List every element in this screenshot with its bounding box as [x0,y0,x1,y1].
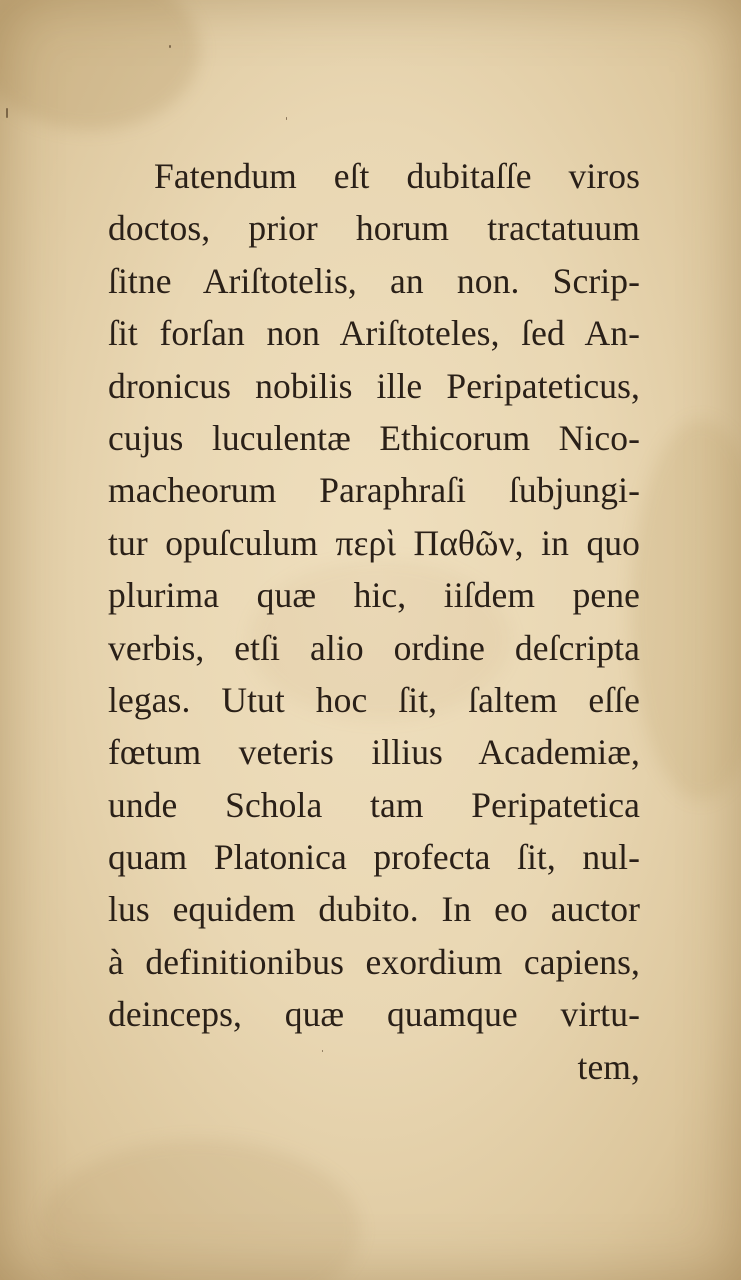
text-line: à definitionibus exordium capiens, [108,941,640,982]
text-line: ſit forſan non Ariſtoteles, ſed An- [108,313,640,354]
text-line: legas. Utut hoc ſit, ſaltem eſſe [108,679,640,720]
text-line: doctos, prior horum tractatuum [108,208,640,249]
paper-stain [631,420,741,800]
text-line: verbis, etſi alio ordine deſcripta [108,627,640,668]
text-line: cujus luculentæ Ethicorum Nico- [108,417,640,458]
paper-speck [6,108,8,118]
text-line: deinceps, quæ quamque virtu- [108,994,640,1035]
text-line: lus equidem dubito. In eo auctor [108,889,640,930]
text-line: ſitne Ariſtotelis, an non. Scrip- [108,260,640,301]
paper-stain [40,1140,360,1280]
text-line: macheorum Paraphraſi ſubjungi- [108,470,640,511]
text-line: fœtum veteris illius Academiæ, [108,732,640,773]
body-text [108,150,640,1093]
paper-speck [286,117,287,120]
text-line: tur opuſculum περὶ Παθῶν, in quo [108,522,640,563]
text-line: Fatendum eſt dubitaſſe viros [154,156,640,196]
text-line: dronicus nobilis ille Peripateticus, [108,365,640,406]
text-line: quam Platonica profecta ſit, nul- [108,837,640,878]
text-line: plurima quæ hic, iiſdem pene [108,575,640,616]
paper-stain [0,0,200,130]
text-line: unde Schola tam Peripatetica [108,784,640,825]
paper-speck [169,45,171,48]
catchword: tem, [577,1046,640,1087]
